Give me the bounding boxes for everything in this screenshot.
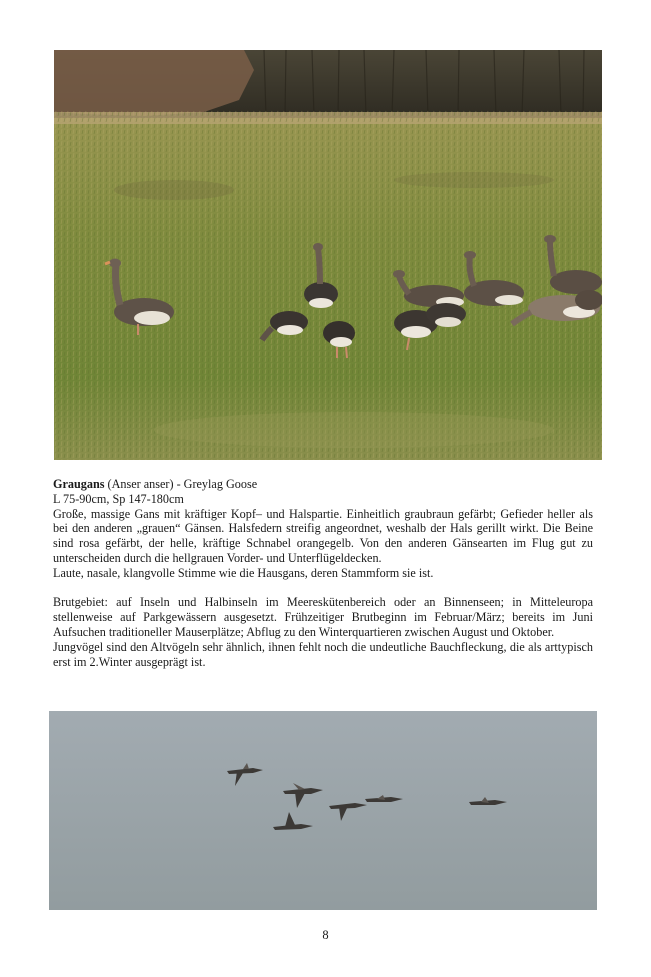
species-measurements: L 75-90cm, Sp 147-180cm xyxy=(53,491,184,506)
photo-geese-flying xyxy=(49,711,597,910)
species-english-name: - Greylag Goose xyxy=(173,477,258,491)
page-number: 8 xyxy=(322,928,329,942)
species-name: Graugans xyxy=(53,477,105,491)
species-heading xyxy=(53,477,593,492)
breeding-paragraph: Brutgebiet: auf Inseln und Halbinseln im Meereskütenbereich oder an Binnenseen; in Mitteleuropa stellenweise auf Parkgewässern ausgesetzt. Frühzeitiger Brutbeginn im Februar/März; bereits im Juni Aufsuchen traditioneller Mauserplätze; Abflug zu den Winterquartieren zwischen August und Oktober. xyxy=(53,595,593,639)
description-paragraph: Große, massige Gans mit kräftiger Kopf– und Halspartie. Einheitlich graubraun gefärbt; Gefieder heller als bei den anderen „grauen“ Gänsen. Halsfedern streifig angeordnet, weshalb der Hals gerillt wirkt. Die Beine sind rosa gefärbt, der helle, kräftige Schnabel orangegelb. Von den anderen Gänsearten im Flug gut zu unterscheiden durch die hellgrauen Vorder- und Unterflügeldecken. xyxy=(53,506,593,565)
meadow-scene xyxy=(54,50,602,460)
species-latin-name: (Anser anser) xyxy=(107,477,174,491)
species-description xyxy=(53,477,593,669)
juveniles-paragraph: Jungvögel sind den Altvögeln sehr ähnlich, ihnen fehlt noch die undeutliche Bauchfleckung, die als arttypisch erst im 2.Winter ausgeprägt ist. xyxy=(53,639,593,669)
voice-paragraph: Laute, nasale, klangvolle Stimme wie die Hausgans, deren Stammform sie ist. xyxy=(53,565,434,580)
photo-geese-grazing xyxy=(54,50,602,460)
sky-scene xyxy=(49,711,597,910)
